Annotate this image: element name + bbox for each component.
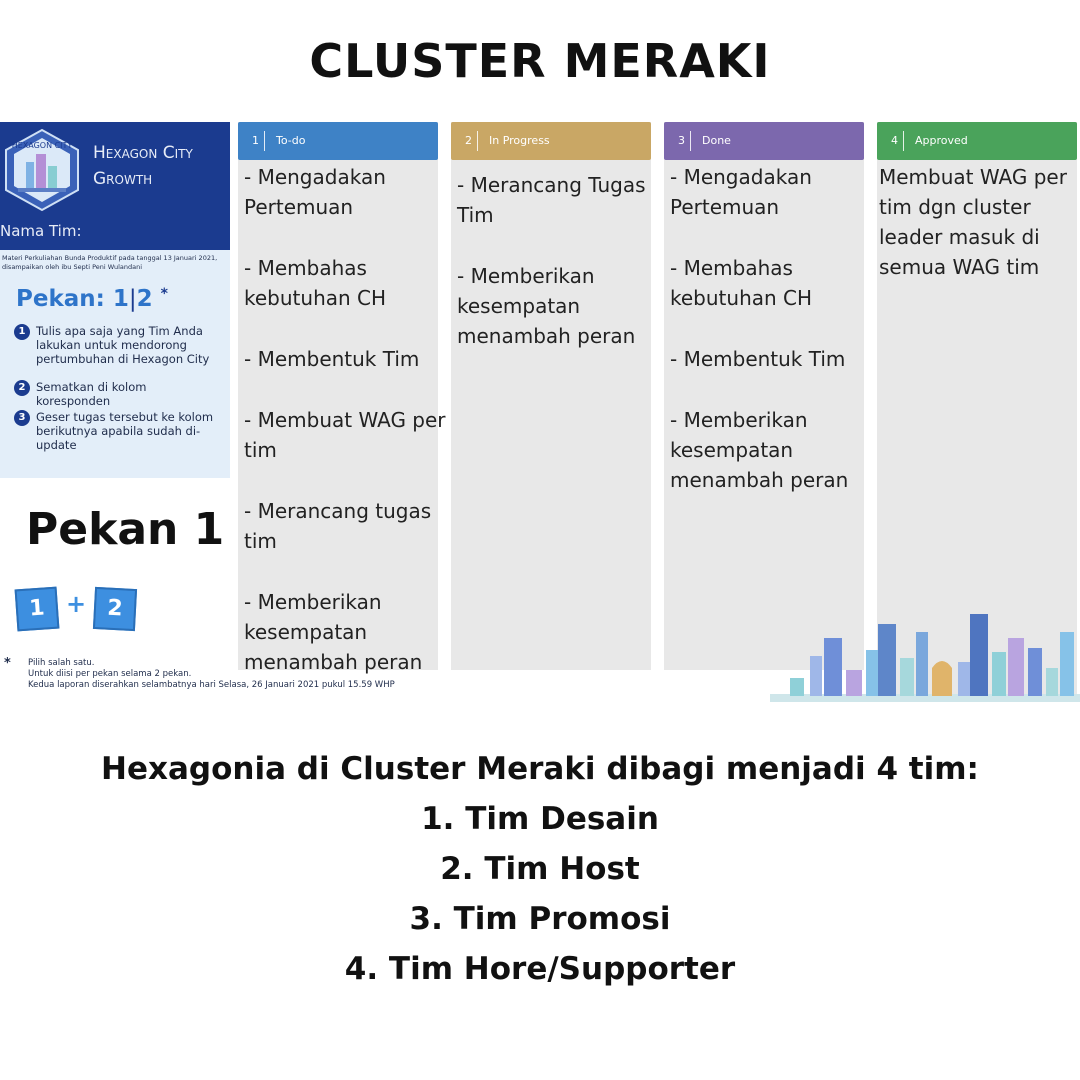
column-done xyxy=(664,122,864,670)
pekan-title: Pekan 1 xyxy=(26,504,225,555)
step-text: Tulis apa saja yang Tim Anda lakukan untuk mendorong pertumbuhan di Hexagon City xyxy=(36,324,210,366)
task-item: - Membentuk Tim xyxy=(670,347,846,371)
task-item: - Memberikan kesempatan menambah peran xyxy=(670,408,849,492)
pekan-selector: Pekan: 1|2 * xyxy=(16,286,168,312)
column-cards xyxy=(457,170,659,382)
column-cards xyxy=(244,162,446,708)
hexagon-city-logo xyxy=(4,128,80,212)
team-item: 2. Tim Host xyxy=(440,851,640,887)
step-text: Sematkan di kolom koresponden xyxy=(36,380,147,408)
column-label: In Progress xyxy=(489,134,550,147)
pekan-label: Pekan: xyxy=(16,286,105,312)
task-item: - Membentuk Tim xyxy=(244,347,420,371)
column-header xyxy=(664,122,864,160)
pekan-option-2: 2 xyxy=(136,286,153,312)
column-todo xyxy=(238,122,446,674)
task-item: - Mengadakan Pertemuan xyxy=(244,165,386,219)
plus-icon: + xyxy=(66,590,87,618)
column-cards xyxy=(670,162,872,526)
team-name-label: Nama Tim: xyxy=(0,222,82,240)
column-number: 3 xyxy=(678,134,685,147)
page-title: CLUSTER MERAKI xyxy=(309,34,771,88)
task-item: Membuat WAG per tim dgn cluster leader masuk di semua WAG tim xyxy=(879,165,1067,279)
footnote-line: Untuk diisi per pekan selama 2 pekan. xyxy=(28,669,192,679)
team-summary xyxy=(0,744,1080,994)
column-number: 2 xyxy=(465,134,472,147)
kanban-board xyxy=(0,118,1080,702)
column-header xyxy=(238,122,438,160)
column-cards xyxy=(879,162,1077,313)
summary-lead: Hexagonia di Cluster Meraki dibagi menjadi 4 tim: xyxy=(101,751,979,787)
city-skyline-illustration xyxy=(770,608,1080,702)
column-label: Done xyxy=(702,134,731,147)
column-in-progress xyxy=(451,122,651,670)
panel-instructions xyxy=(0,250,230,478)
step-number: 2 xyxy=(14,380,30,396)
pekan-option-1: 1 xyxy=(112,286,129,312)
column-number: 1 xyxy=(252,134,259,147)
column-header xyxy=(451,122,651,160)
task-item: - Membahas kebutuhan CH xyxy=(244,256,387,310)
task-item: - Merancang tugas tim xyxy=(244,499,432,553)
team-item: 1. Tim Desain xyxy=(421,801,659,837)
panel-heading: Hexagon City Growth xyxy=(93,143,193,189)
column-number: 4 xyxy=(891,134,898,147)
panel-header xyxy=(0,122,230,250)
task-item: - Memberikan kesempatan menambah peran xyxy=(244,590,423,674)
footnote-line: Pilih salah satu. xyxy=(28,658,95,668)
footnote-line: Kedua laporan diserahkan selambatnya hari Selasa, 26 Januari 2021 pukul 15.59 WHP xyxy=(28,680,395,690)
step-number: 3 xyxy=(14,410,30,426)
column-label: Approved xyxy=(915,134,968,147)
footnote: * Pilih salah satu. Untuk diisi per pekan selama 2 pekan. Kedua laporan diserahkan selambatnya hari Selasa, 26 Januari 2021 pukul 15.59 WHP xyxy=(4,658,464,691)
instruction-panel xyxy=(0,122,230,702)
task-item: - Merancang Tugas Tim xyxy=(457,173,646,227)
option-box-2: 2 xyxy=(93,587,137,631)
team-item: 4. Tim Hore/Supporter xyxy=(344,951,736,987)
option-box-1: 1 xyxy=(15,587,60,632)
materi-note: Materi Perkuliahan Bunda Produktif pada tanggal 13 Januari 2021, disampaikan oleh ibu Septi Peni Wulandani xyxy=(2,254,218,271)
logo-text: HEXAGON CITY xyxy=(11,141,73,150)
column-label: To-do xyxy=(276,134,306,147)
step-number: 1 xyxy=(14,324,30,340)
task-item: - Membahas kebutuhan CH xyxy=(670,256,813,310)
task-item: - Memberikan kesempatan menambah peran xyxy=(457,264,636,348)
team-item: 3. Tim Promosi xyxy=(409,901,671,937)
step-text: Geser tugas tersebut ke kolom berikutnya apabila sudah di-update xyxy=(36,410,214,452)
task-item: - Membuat WAG per tim xyxy=(244,408,446,462)
column-header xyxy=(877,122,1077,160)
task-item: - Mengadakan Pertemuan xyxy=(670,165,812,219)
